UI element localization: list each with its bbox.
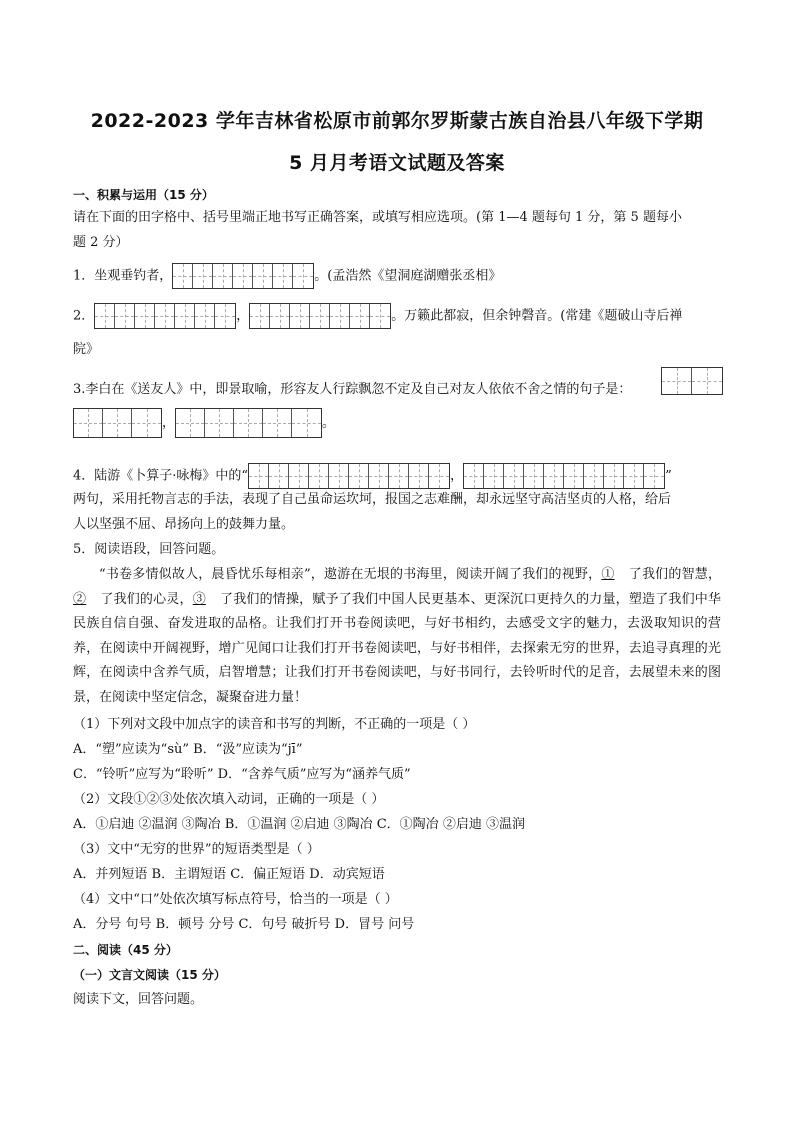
question-3-text: 3.李白在《送友人》中，即景取喻，形容友人行踪飘忽不定及自己对友人依依不舍之情的句子是：: [73, 382, 632, 397]
q2-prefix: 2．: [73, 308, 95, 324]
blank-marker-1: ①: [601, 567, 615, 582]
sub-question-3-options: A．并列短语 B．主谓短语 C．偏正短语 D．动宾短语: [73, 867, 385, 882]
q2-suffix: 。万籁此都寂，但余钟磬音。(常建《题破山寺后禅: [391, 308, 683, 324]
blank-marker-2: ②: [73, 591, 87, 607]
section-1-intro-line-1: 请在下面的田字格中、括号里端正地书写正确答案，或填写相应选项。(第 1—4 题每句 1 分，第 5 题每小: [73, 210, 682, 225]
q1-suffix: 。(孟浩然《望洞庭湖赠张丞相》: [314, 268, 502, 284]
answer-grid[interactable]: [249, 303, 391, 329]
q3-end: 。: [322, 415, 336, 431]
sub-question-4: （4）文中“口”处依次填写标点符号，恰当的一项是（ ）: [73, 892, 398, 907]
passage-part-c: 了我们的心灵，: [100, 591, 193, 607]
section-2-instruction: 阅读下文，回答问题。: [73, 992, 204, 1007]
answer-grid[interactable]: [463, 463, 665, 489]
section-2-subheading: （一）文言文阅读（15 分）: [73, 968, 226, 982]
answer-grid[interactable]: [248, 463, 450, 489]
section-1-intro-line-2: 题 2 分）: [73, 235, 129, 250]
question-3-answer-line: [73, 408, 335, 438]
sub-question-1-options-cd: C．“铃听”应写为“聆听” D．“含养气质”应写为“涵养气质”: [73, 767, 411, 782]
answer-grid[interactable]: [172, 263, 314, 289]
q2-comma: ，: [236, 308, 250, 324]
sub-question-1-options-ab: A．“塑”应读为“sù” B．“汲”应读为“jī”: [73, 742, 303, 757]
sub-question-1: （1）下列对文段中加点字的读音和书写的判断，不正确的一项是（ ）: [73, 717, 476, 732]
reading-passage: [73, 563, 721, 710]
sub-question-2-options: A．①启迪 ②温润 ③陶冶 B．①温润 ②启迪 ③陶冶 C．①陶冶 ②启迪 ③温润: [73, 817, 525, 832]
passage-part-a: “书卷多情似故人，晨昏忧乐每相亲”，遨游在无垠的书海里，阅读开阔了我们的视野，: [99, 567, 602, 582]
q2-line-2: 院》: [73, 342, 100, 357]
q3-comma: ，: [162, 415, 176, 431]
q3-grid-a: [661, 367, 723, 395]
answer-grid[interactable]: [175, 408, 322, 438]
question-1: [73, 263, 501, 289]
title-line-2: 5 月月考语文试题及答案: [289, 152, 505, 174]
q4-close-quote: ”: [665, 468, 672, 484]
answer-grid[interactable]: [73, 408, 162, 438]
q4-line-3: 人以坚强不屈、昂扬向上的鼓舞力量。: [73, 517, 295, 532]
passage-part-b: 了我们的智慧，: [628, 567, 721, 582]
section-1-heading: 一、积累与运用（15 分）: [73, 188, 214, 202]
answer-grid[interactable]: [661, 367, 723, 395]
question-2: [73, 303, 682, 329]
sub-question-3: （3）文中“无穷的世界”的短语类型是（ ）: [73, 842, 320, 857]
section-2-heading: 二、阅读（45 分）: [73, 943, 178, 957]
answer-grid[interactable]: [94, 303, 236, 329]
q4-line-2: 两句，采用托物言志的手法，表现了自己虽命运坎坷，报国之志难酬，却永远坚守高洁坚贞的人格，给后: [73, 492, 672, 507]
title-line-1: 2022-2023 学年吉林省松原市前郭尔罗斯蒙古族自治县八年级下学期: [90, 110, 704, 132]
q1-prefix: 1．坐观垂钓者，: [73, 268, 173, 284]
q4-prefix: 4．陆游《卜算子·咏梅》中的“: [73, 468, 249, 484]
passage-part-d: 了我们的情操，赋予了我们中国人民更基本、更深沉口更持久的力量，塑造了我们中华民族自信自强、奋发进取的品格。让我们打开书卷阅读吧，与好书相约，去感受文字的魅力，去汲取知识的营养，在阅读中开阔视野，增广见闻口让我们打开书卷阅读吧，与好书相伴，去探索无穷的世界，去追寻真理的光辉，在阅读中含养气质，启智增慧；让我们打开书卷阅读吧，与好书同行，去铃听时代的足音，去展望未来的图景，在阅读中坚定信念，凝聚奋进力量！: [73, 591, 721, 705]
blank-marker-3: ③: [192, 591, 206, 607]
sub-question-4-options: A．分号 句号 B．顿号 分号 C．句号 破折号 D．冒号 问号: [73, 917, 415, 932]
q4-comma: ，: [450, 468, 464, 484]
question-5-heading: 5．阅读语段，回答问题。: [73, 542, 225, 557]
sub-question-2: （2）文段①②③处依次填入动词，正确的一项是（ ）: [73, 792, 385, 807]
question-4: [73, 463, 672, 489]
